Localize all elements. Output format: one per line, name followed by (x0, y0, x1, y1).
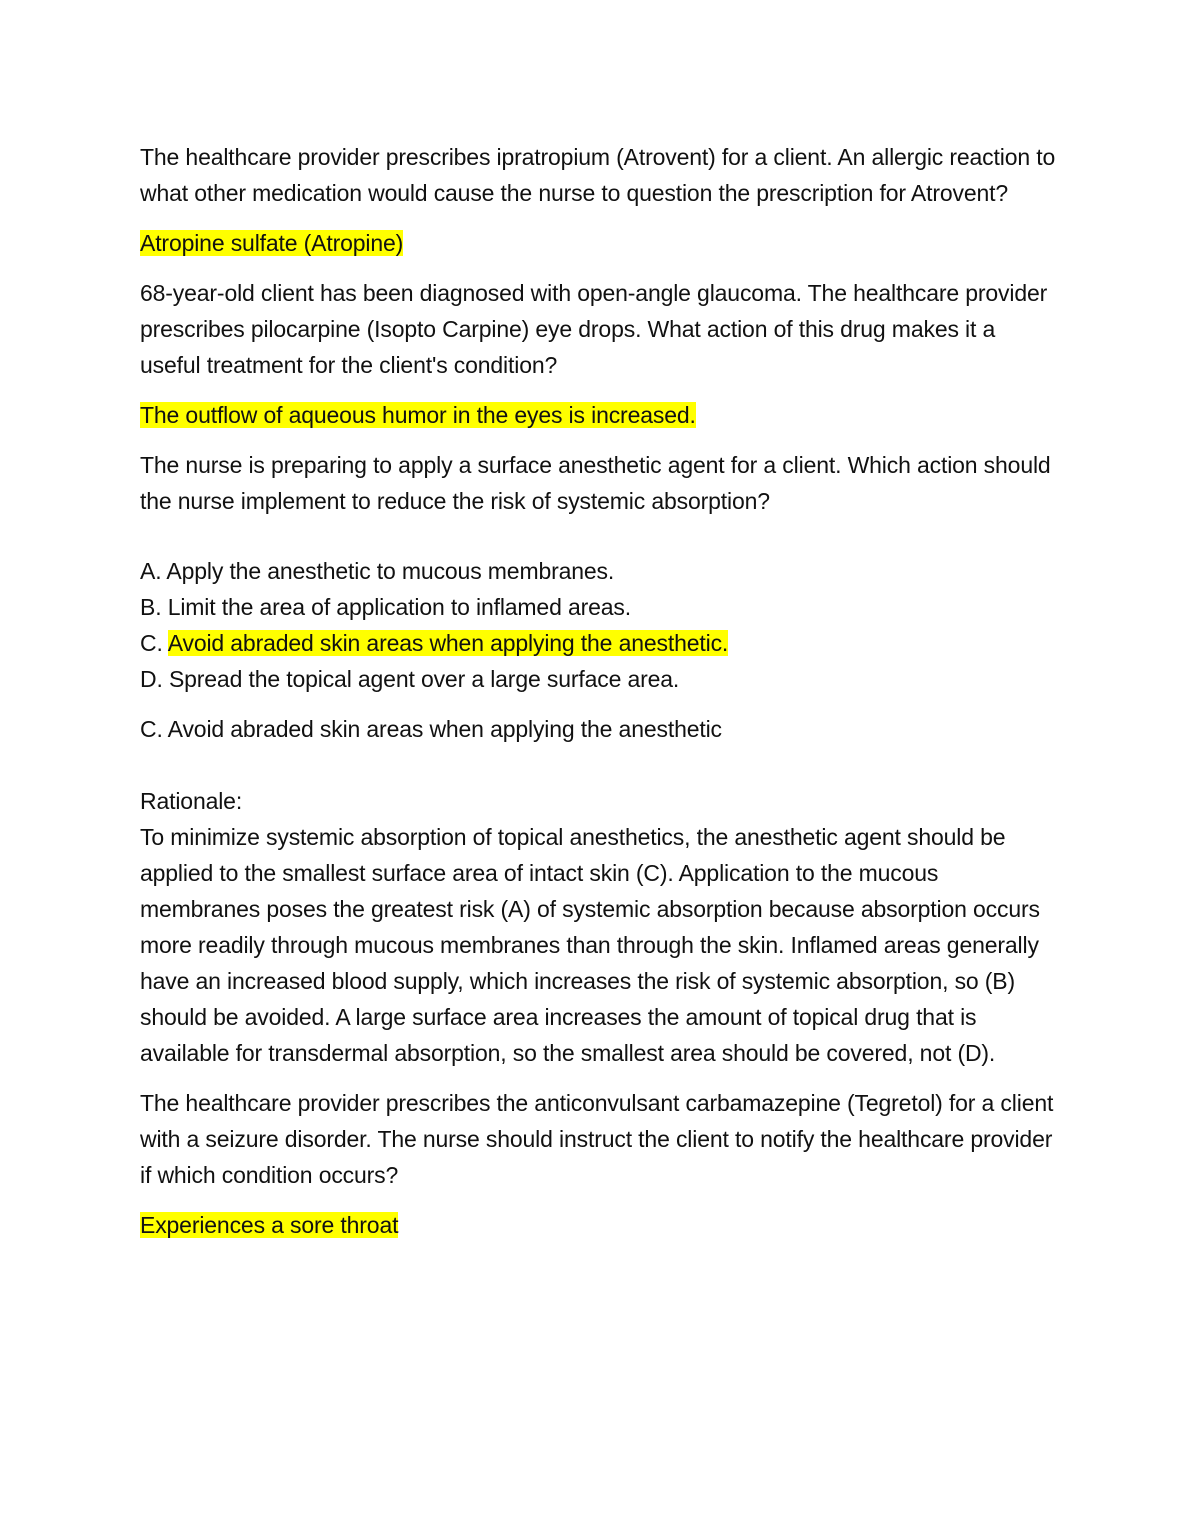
answer-4 (140, 1207, 1060, 1243)
answer-2 (140, 397, 1060, 433)
option-d (140, 661, 1060, 697)
question-4: The healthcare provider prescribes the anticonvulsant carbamazepine (Tegretol) for a client with a seizure disorder. The nurse should instruct the client to notify the healthcare provider if which condition occurs? (140, 1090, 1054, 1188)
question-1: The healthcare provider prescribes ipratropium (Atrovent) for a client. An allergic reaction to what other medication would cause the nurse to question the prescription for Atrovent? (140, 144, 1056, 206)
option-a (140, 553, 1060, 589)
rationale-label: Rationale: (140, 788, 243, 814)
question-3: The nurse is preparing to apply a surface anesthetic agent for a client. Which action should the nurse implement to reduce the risk of systemic absorption? (140, 452, 1051, 514)
document-page (140, 139, 1060, 1257)
option-c (140, 625, 1060, 661)
option-c-text-highlighted: Avoid abraded skin areas when applying the anesthetic. (167, 630, 729, 656)
option-a-text: Apply the anesthetic to mucous membranes. (166, 558, 615, 584)
rationale-text: To minimize systemic absorption of topical anesthetics, the anesthetic agent should be applied to the smallest surface area of intact skin (C). Application to the mucous membranes poses the greatest risk (A) of systemic absorption because absorption occurs more readily through mucous membranes than through the skin. Inflamed areas generally have an increased blood supply, which increases the risk of systemic absorption, so (B) should be avoided. A large surface area increases the amount of topical drug that is available for transdermal absorption, so the smallest area should be covered, not (D). (140, 824, 1040, 1066)
question-2: 68-year-old client has been diagnosed with open-angle glaucoma. The healthcare provider prescribes pilocarpine (Isopto Carpine) eye drops. What action of this drug makes it a useful treatment for the client's condition? (140, 280, 1048, 378)
option-d-text: Spread the topical agent over a large surface area. (168, 666, 680, 692)
option-c-letter: C. (140, 630, 163, 656)
option-d-letter: D. (140, 666, 163, 692)
answer-1 (140, 225, 1060, 261)
option-b-letter: B. (140, 594, 162, 620)
answer-3-repeat: C. Avoid abraded skin areas when applying the anesthetic (140, 716, 722, 742)
option-b (140, 589, 1060, 625)
option-b-text: Limit the area of application to inflamed areas. (167, 594, 631, 620)
highlighted-answer-2: The outflow of aqueous humor in the eyes is increased. (140, 402, 696, 428)
highlighted-answer-1: Atropine sulfate (Atropine) (140, 230, 404, 256)
highlighted-answer-4: Experiences a sore throat (140, 1212, 399, 1238)
option-a-letter: A. (140, 558, 162, 584)
answer-options-list (140, 553, 1060, 697)
